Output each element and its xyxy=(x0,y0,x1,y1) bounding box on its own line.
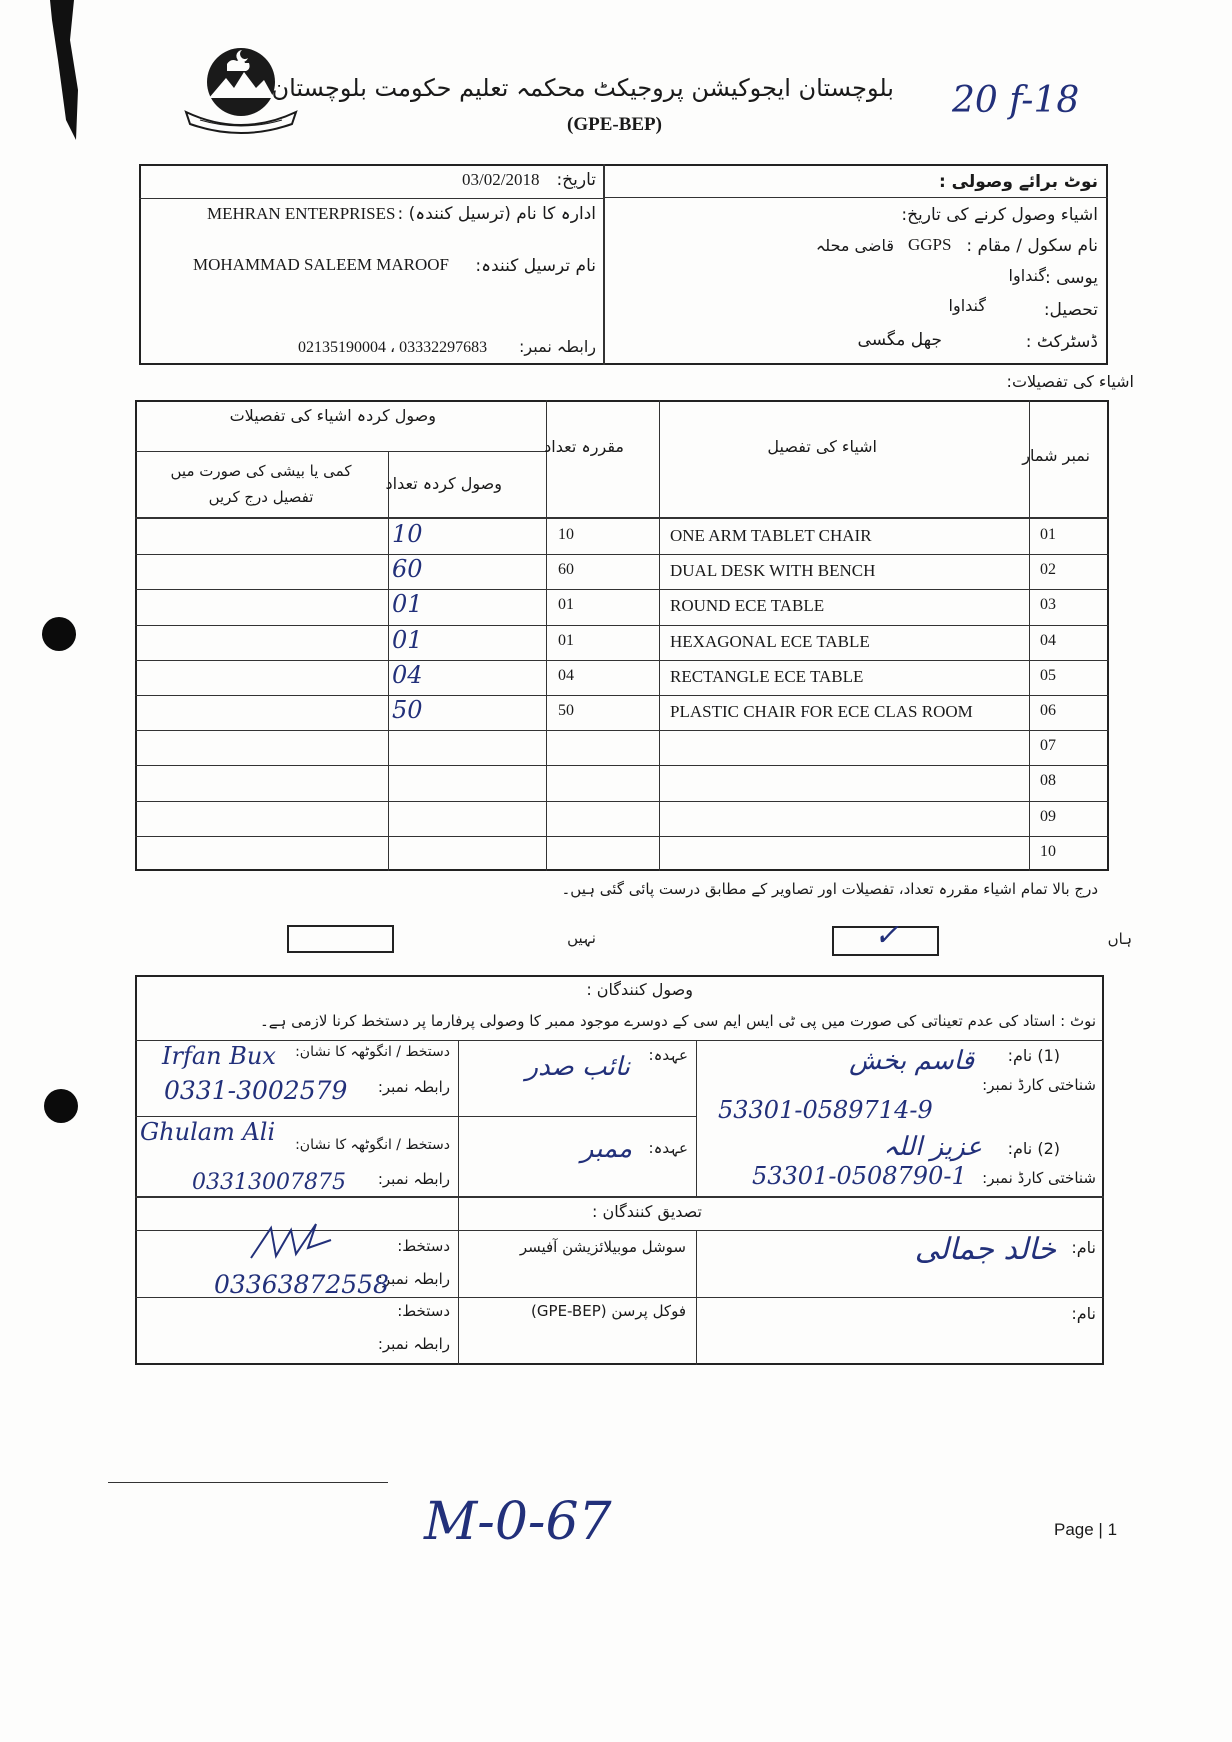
row-received-qty: 01 xyxy=(392,625,423,654)
verification-statement: درج بالا تمام اشیاء مقررہ تعداد، تفصیلات اور تصاویر کے مطابق درست پائی گئی ہیں۔ xyxy=(561,880,1098,898)
handwritten-reference: 20 f-18 xyxy=(952,80,1080,121)
row-qty: 10 xyxy=(558,526,574,543)
r1-name: قاسم بخش xyxy=(849,1046,974,1076)
r1-contact: 0331-3002579 xyxy=(164,1076,348,1105)
receive-date-label: اشیاء وصول کرنے کی تاریخ: xyxy=(901,205,1098,225)
r2-cnic: 53301-0508790-1 xyxy=(752,1162,967,1190)
note-label: نوٹ برائے وصولی : xyxy=(938,172,1098,192)
a1-name-label: نام: xyxy=(1071,1238,1096,1257)
row-serial: 07 xyxy=(1040,737,1056,755)
table-row-divider xyxy=(135,801,1109,802)
row-received-qty: 04 xyxy=(392,660,423,689)
r1-sign-label: دستخط / انگوٹھہ کا نشان: xyxy=(295,1044,450,1060)
row-serial: 08 xyxy=(1040,772,1056,790)
row-qty: 01 xyxy=(558,631,574,649)
a2-sign-label: دستخط: xyxy=(397,1302,450,1320)
r2-name: عزیز اللہ xyxy=(883,1132,982,1162)
row-serial: 02 xyxy=(1040,561,1056,579)
school-label: نام سکول / مقام : xyxy=(966,236,1098,256)
org-label: ادارہ کا نام (ترسیل کنندہ) : xyxy=(397,204,596,224)
r2-signature: Ghulam Ali xyxy=(140,1118,276,1146)
r1-name-label: (1) نام: xyxy=(1007,1046,1060,1065)
row-description: DUAL DESK WITH BENCH xyxy=(670,561,876,581)
items-section-label: اشیاء کی تفصیلات: xyxy=(1006,372,1134,391)
a1-name: خالد جمالی xyxy=(914,1232,1056,1267)
yes-check-mark: ✓ xyxy=(874,918,900,953)
district-value: جھل مگسی xyxy=(857,330,942,350)
row-description: ROUND ECE TABLE xyxy=(670,596,825,616)
table-row-divider xyxy=(135,625,1109,626)
row-qty: 50 xyxy=(558,702,574,719)
row-serial: 10 xyxy=(1040,842,1056,860)
row-received-qty: 01 xyxy=(392,590,423,619)
contact-label: رابطہ نمبر: xyxy=(519,337,596,356)
a1-role: سوشل موبیلائزیشن آفیسر xyxy=(519,1238,686,1256)
table-row-divider xyxy=(135,660,1109,661)
no-label: نہیں xyxy=(567,929,596,947)
r2-post: ممبر xyxy=(580,1134,632,1164)
row-received-qty: 60 xyxy=(392,555,423,584)
row-serial: 04 xyxy=(1040,631,1056,649)
school-place: قاضی محلہ xyxy=(815,236,894,255)
row-received-qty: 50 xyxy=(392,696,423,724)
receivers-title: وصول کنندگان : xyxy=(586,980,693,999)
col-received-qty: وصول کردہ تعداد xyxy=(385,474,502,493)
col-serial: نمبر شمار xyxy=(1022,446,1090,465)
project-code: (GPE-BEP) xyxy=(567,114,662,135)
r1-contact-label: رابطہ نمبر: xyxy=(377,1078,450,1096)
row-serial: 01 xyxy=(1040,526,1056,543)
col-received-group: وصول کردہ اشیاء کی تفصیلات xyxy=(229,406,436,425)
a1-contact-label: رابطہ نمبر: xyxy=(377,1270,450,1288)
r2-post-label: عہدہ: xyxy=(648,1139,688,1157)
header-title: بلوچستان ایجوکیشن پروجیکٹ محکمہ تعلیم حکومت بلوچستان xyxy=(271,74,894,102)
r2-sign-label: دستخط / انگوٹھہ کا نشان: xyxy=(295,1137,450,1153)
contact-value: 03332297683 ، 02135190004 xyxy=(298,339,488,356)
row-qty: 01 xyxy=(558,596,574,614)
a2-contact-label: رابطہ نمبر: xyxy=(377,1335,450,1353)
a1-contact: 03363872558 xyxy=(214,1270,389,1299)
a2-name-label: نام: xyxy=(1071,1304,1096,1323)
row-description: ONE ARM TABLET CHAIR xyxy=(670,526,872,545)
r2-cnic-label: شناختی کارڈ نمبر: xyxy=(982,1169,1096,1187)
a2-role: فوکل پرسن (GPE-BEP) xyxy=(531,1302,686,1320)
row-received-qty: 10 xyxy=(392,520,423,548)
col-qty: مقررہ تعداد xyxy=(544,437,624,456)
footer-rule xyxy=(108,1482,388,1483)
row-serial: 05 xyxy=(1040,666,1056,684)
sender-value: MOHAMMAD SALEEM MAROOF xyxy=(193,255,449,274)
r1-post-label: عہدہ: xyxy=(648,1046,688,1064)
r1-cnic: 53301-0589714-9 xyxy=(718,1096,933,1124)
no-checkbox[interactable] xyxy=(287,925,394,953)
district-label: ڈسٹرکٹ : xyxy=(1025,332,1098,352)
r1-signature: Irfan Bux xyxy=(162,1042,276,1070)
table-row-divider xyxy=(135,836,1109,837)
r2-name-label: (2) نام: xyxy=(1007,1139,1060,1158)
tehsil-label: تحصیل: xyxy=(1043,300,1098,320)
attesters-title: تصدیق کنندگان : xyxy=(592,1202,702,1221)
row-description: PLASTIC CHAIR FOR ECE CLAS ROOM xyxy=(670,702,973,721)
row-serial: 03 xyxy=(1040,596,1056,614)
handwritten-code: M-0-67 xyxy=(424,1492,612,1552)
r1-cnic-label: شناختی کارڈ نمبر: xyxy=(982,1076,1096,1094)
yes-label: ہاں xyxy=(1107,930,1132,948)
row-qty: 04 xyxy=(558,666,574,684)
date-value: 03/02/2018 xyxy=(462,170,540,189)
table-row-divider xyxy=(135,730,1109,731)
row-description: RECTANGLE ECE TABLE xyxy=(670,666,864,686)
school-value: GGPS xyxy=(908,235,952,254)
a1-signature xyxy=(246,1218,336,1277)
sender-label: نام ترسیل کنندہ: xyxy=(475,256,596,276)
row-description: HEXAGONAL ECE TABLE xyxy=(670,631,870,651)
uc-value: گنداوا xyxy=(1008,266,1046,285)
table-row-divider xyxy=(135,695,1109,696)
receivers-note: نوٹ : استاد کی عدم تعیناتی کی صورت میں پی ٹی ایس ایم سی کے دوسرے موجود ممبر کا وصولی پرفارما پر دستخط کرنا لازمی ہے۔ xyxy=(259,1012,1096,1030)
tehsil-value: گنداوا xyxy=(948,296,986,315)
row-serial: 06 xyxy=(1040,702,1056,719)
row-qty: 60 xyxy=(558,561,574,579)
r2-contact-label: رابطہ نمبر: xyxy=(377,1170,450,1188)
org-value: MEHRAN ENTERPRISES xyxy=(207,204,396,223)
a1-sign-label: دستخط: xyxy=(397,1237,450,1255)
r1-post: نائب صدر xyxy=(525,1052,630,1082)
page-number: Page | 1 xyxy=(1054,1520,1118,1539)
col-desc: اشیاء کی تفصیل xyxy=(767,437,877,456)
yes-checkbox[interactable] xyxy=(832,918,939,956)
uc-label: یوسی : xyxy=(1044,268,1098,288)
table-row-divider xyxy=(135,765,1109,766)
r2-contact: 03313007875 xyxy=(192,1170,346,1195)
table-row-divider xyxy=(135,589,1109,590)
col-shortage: کمی یا بیشی کی صورت میں تفصیل درج کریں xyxy=(170,462,352,506)
table-row-divider xyxy=(135,554,1109,555)
row-serial: 09 xyxy=(1040,807,1056,825)
date-label: تاریخ: xyxy=(556,170,596,190)
